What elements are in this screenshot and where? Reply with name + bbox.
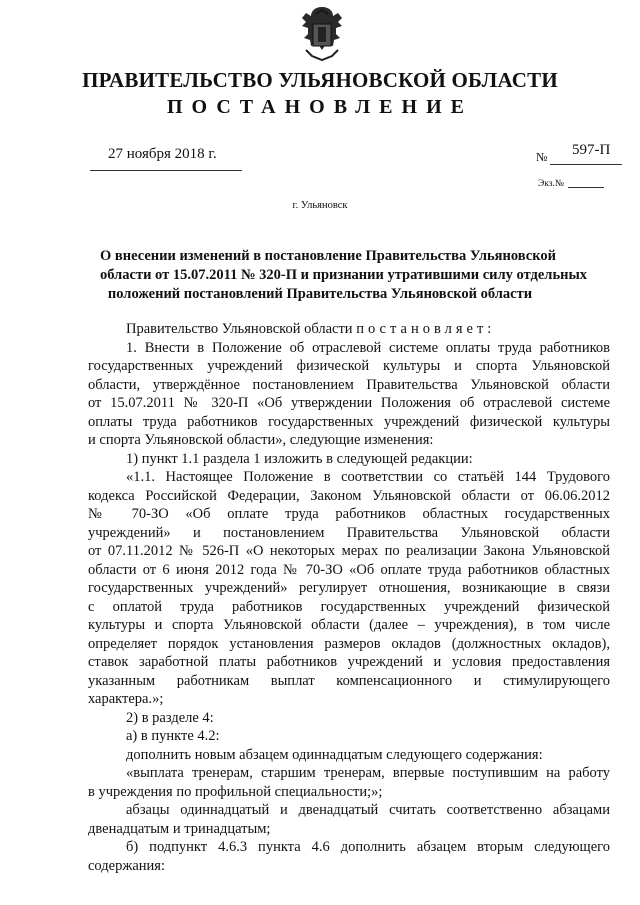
body-line: б) подпункт 4.6.3 пункта 4.6 дополнить абзацем вторым следующего [126, 839, 610, 855]
body-line: от 15.07.2011 № 320-П «Об утверждении Положения об отраслевой системе [88, 395, 610, 411]
heading-line: области от 15.07.2011 № 320-П и признании утратившими силу отдельных [100, 267, 588, 283]
body-line: области, утверждённое постановлением Правительства Ульяновской области [88, 376, 610, 393]
number-label: № [536, 150, 548, 164]
body-line: указанным работникам выплат компенсационного и стимулирующего [88, 672, 610, 689]
intro-decrees: постановляет: [356, 321, 496, 337]
body-line: № 70-ЗО «Об оплате труда работников областных государственных [88, 506, 610, 522]
date-underline [90, 170, 242, 171]
decree-body [88, 320, 610, 875]
body-line: государственных учреждений» регулирует отношения, возникающие в связи [88, 580, 610, 596]
city: г. Ульяновск [292, 200, 348, 211]
body-line: государственных учреждений физической культуры и спорта Ульяновской [88, 358, 610, 374]
body-line: от 07.11.2012 № 526-П «О некоторых мерах по реализации Закона Ульяновской [88, 543, 610, 559]
number-underline [550, 164, 622, 165]
copy-number-underline [568, 187, 604, 188]
body-line: «1.1. Настоящее Положение в соответствии со статьёй 144 Трудового [126, 469, 610, 485]
body-line: учреждений» и постановлением Правительства Ульяновской области [88, 524, 610, 541]
body-line: в учреждения по профильной специальности;»; [88, 783, 383, 800]
body-line: двенадцатым и тринадцатым; [88, 820, 271, 837]
body-line: и спорта Ульяновской области», следующие изменения: [88, 432, 434, 448]
intro-line [88, 320, 610, 339]
body-line: определяет порядок установления размеров окладов (должностных окладов), [88, 635, 610, 652]
document-number: 597-П [572, 142, 611, 158]
coat-of-arms-emblem [296, 4, 348, 64]
body-line: характера.»; [88, 691, 164, 707]
intro-prefix: Правительство Ульяновской области [126, 321, 353, 337]
heading-line: положений постановлений Правительства Ульяновской области [107, 286, 533, 302]
decree-heading [100, 247, 588, 304]
body-line: кодекса Российской Федерации, Законом Ульяновской области от 06.06.2012 [88, 487, 610, 504]
body-line: абзацы одиннадцатый и двенадцатый считать соответственно абзацами [126, 802, 610, 818]
copy-number-label: Экз.№ [538, 179, 564, 189]
heading-line: О внесении изменений в постановление Правительства Ульяновской [100, 248, 556, 264]
document-type: ПОСТАНОВЛЕНИЕ [167, 96, 473, 118]
body-line: области от 6 июня 2012 года № 70-ЗО «Об оплате труда работников областных [88, 561, 610, 578]
document-date: 27 ноября 2018 г. [108, 146, 217, 162]
government-name: ПРАВИТЕЛЬСТВО УЛЬЯНОВСКОЙ ОБЛАСТИ [82, 68, 558, 92]
body-line: оплаты труда работников государственных учреждений физической культуры [88, 413, 610, 430]
body-line: культуры и спорта Ульяновской области (далее – учреждения), в том числе [88, 617, 610, 633]
body-line: «выплата тренерам, старшим тренерам, впервые поступившим на работу [126, 765, 610, 781]
body-line: содержания: [88, 857, 166, 874]
body-line: 1. Внести в Положение об отраслевой системе оплаты труда работников [126, 339, 610, 356]
body-line: а) в пункте 4.2: [126, 728, 220, 744]
body-line: 1) пункт 1.1 раздела 1 изложить в следующей редакции: [126, 450, 473, 467]
body-line: 2) в разделе 4: [126, 709, 214, 726]
body-line: с оплатой труда работников государственных учреждений физической [88, 598, 610, 615]
body-line: дополнить новым абзацем одиннадцатым следующего содержания: [126, 746, 543, 763]
body-line: ставок заработной платы работников учреждений и условия предоставления [88, 654, 610, 670]
